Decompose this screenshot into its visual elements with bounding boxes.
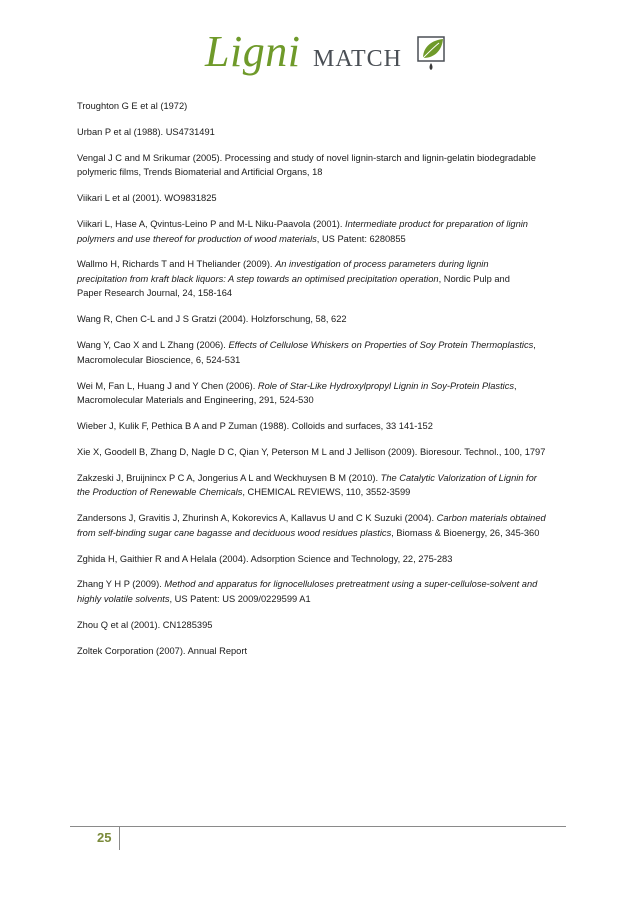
reference-item: Wei M, Fan L, Huang J and Y Chen (2006). Role of Star-Like Hydroxylpropyl Lignin in Soy-Protein Plastics, Macromolecular Materials and Engineering, 291, 524-530: [77, 380, 517, 406]
reference-item: Zhou Q et al (2001). CN1285395: [77, 619, 213, 630]
leaf-icon: [417, 36, 447, 72]
reference-list: [77, 99, 567, 670]
logo-text-ligni: Ligni: [205, 27, 301, 76]
reference-item: Zandersons J, Gravitis J, Zhurinsh A, Kokorevics A, Kallavus U and C K Suzuki (2004). Carbon materials obtained from self-binding sugar cane bagasse and deciduous wood residues plastics, Biomass & Bioenergy, 26, 345-360: [77, 513, 546, 538]
reference-item: Wieber J, Kulik F, Pethica B A and P Zuman (1988). Colloids and surfaces, 33 141-152: [77, 421, 433, 432]
logo-text-match: MATCH: [313, 46, 403, 72]
reference-item: Wallmo H, Richards T and H Theliander (2009). An investigation of process parameters during lignin precipitation from kraft black liquors: A step towards an optimised precipitation operation, Nordic Pulp and Paper Research Journal, 24, 158-164: [77, 259, 510, 299]
reference-item: Viikari L et al (2001). WO9831825: [77, 193, 217, 204]
page-number: 25: [97, 830, 112, 845]
reference-item: Urban P et al (1988). US4731491: [77, 126, 215, 137]
reference-item: Xie X, Goodell B, Zhang D, Nagle D C, Qian Y, Peterson M L and J Jellison (2009). Bioresour. Technol., 100, 1797: [77, 446, 546, 457]
lignimatch-logo: [205, 22, 445, 82]
reference-item: Wang Y, Cao X and L Zhang (2006). Effects of Cellulose Whiskers on Properties of Soy Protein Thermoplastics, Macromolecular Bioscience, 6, 524-531: [77, 340, 536, 365]
reference-item: Troughton G E et al (1972): [77, 101, 188, 111]
reference-item: Zghida H, Gaithier R and A Helala (2004). Adsorption Science and Technology, 22, 275-283: [77, 553, 453, 564]
footer-divider: [119, 826, 120, 850]
footer-rule: [70, 826, 566, 827]
reference-item: Zhang Y H P (2009). Method and apparatus for lignocelluloses pretreatment using a super-cellulose-solvent and highly volatile solvents, US Patent: US 2009/0229599 A1: [77, 579, 538, 604]
reference-item: Vengal J C and M Srikumar (2005). Processing and study of novel lignin-starch and lignin-gelatin biodegradable polymeric films, Trends Biomaterial and Artificial Organs, 18: [77, 152, 536, 178]
reference-item: Zakzeski J, Bruijnincx P C A, Jongerius A L and Weckhuysen B M (2010). The Catalytic Valorization of Lignin for the Production of Renewable Chemicals, CHEMICAL REVIEWS, 110, 3552-3599: [77, 472, 537, 498]
reference-item: Wang R, Chen C-L and J S Gratzi (2004). Holzforschung, 58, 622: [77, 314, 347, 325]
reference-item: Viikari L, Hase A, Qvintus-Leino P and M-L Niku-Paavola (2001). Intermediate product for preparation of lignin polymers and use thereof for production of wood materials, US Patent: 6280855: [77, 219, 528, 244]
reference-item: Zoltek Corporation (2007). Annual Report: [77, 645, 248, 656]
